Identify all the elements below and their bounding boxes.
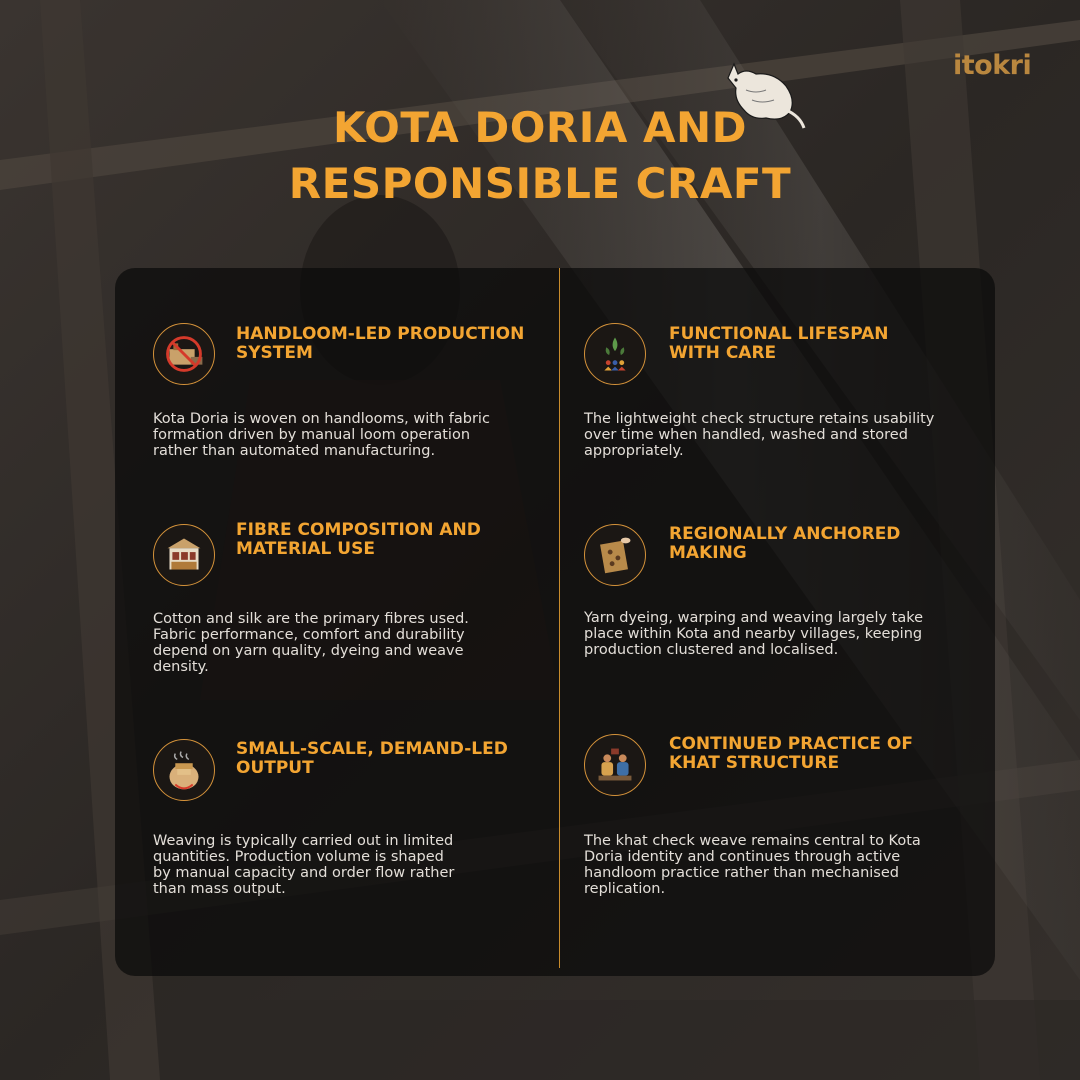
section-body: Cotton and silk are the primary fibres used. Fabric performance, comfort and durability depend on yarn quality, dyeing and weave density. (153, 611, 469, 675)
storefront-icon (153, 524, 215, 586)
column-divider (559, 268, 560, 968)
section-heading: FIBRE COMPOSITION AND MATERIAL USE (236, 520, 481, 559)
section-heading: CONTINUED PRACTICE OF KHAT STRUCTURE (669, 734, 913, 773)
section-body: Kota Doria is woven on handlooms, with fabric formation driven by manual loom operation rather than automated manufacturing. (153, 411, 490, 459)
page-title (0, 100, 1080, 212)
section-heading: SMALL-SCALE, DEMAND-LED OUTPUT (236, 739, 508, 778)
section-body: Weaving is typically carried out in limited quantities. Production volume is shaped by manual capacity and order flow rather than mass output. (153, 833, 455, 897)
pot-icon (153, 739, 215, 801)
section-body: The khat check weave remains central to Kota Doria identity and continues through active handloom practice rather than mechanised replication. (584, 833, 921, 897)
no-factory-icon (153, 323, 215, 385)
plant-pigments-icon (584, 323, 646, 385)
section-heading: HANDLOOM-LED PRODUCTION SYSTEM (236, 324, 525, 363)
section-body: Yarn dyeing, warping and weaving largely take place within Kota and nearby villages, keeping production clustered and localised. (584, 610, 924, 658)
title-line-2: RESPONSIBLE CRAFT (288, 159, 792, 208)
section-body: The lightweight check structure retains usability over time when handled, washed and stored appropriately. (584, 411, 935, 459)
section-heading: REGIONALLY ANCHORED MAKING (669, 524, 901, 563)
title-line-1: KOTA DORIA AND (332, 103, 748, 152)
artisans-icon (584, 734, 646, 796)
itokri-logo: itokri (953, 50, 1032, 81)
section-heading: FUNCTIONAL LIFESPAN WITH CARE (669, 324, 889, 363)
fabric-swatch-icon (584, 524, 646, 586)
